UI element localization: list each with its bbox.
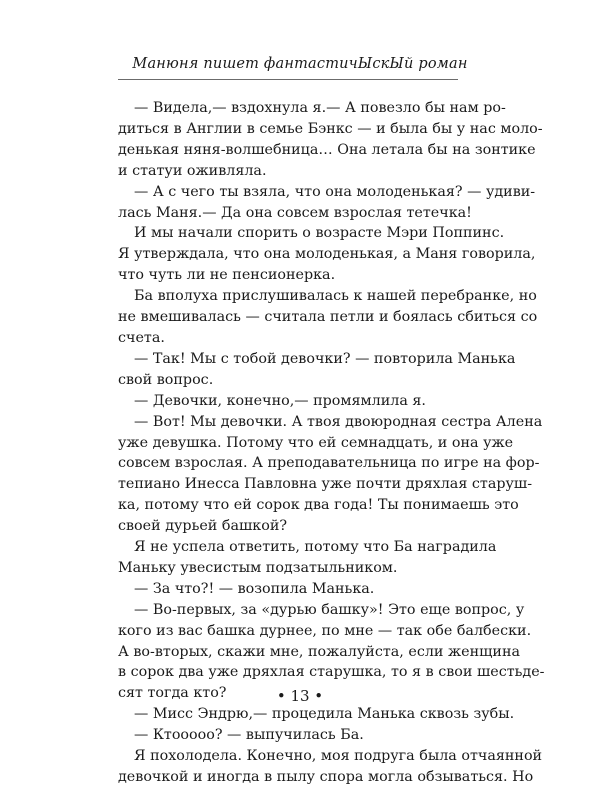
text-line: диться в Англии в семье Бэнкс — и была бы у нас моло- xyxy=(118,120,543,137)
text-line: Я похолодела. Конечно, моя подруга была отчаянной xyxy=(134,748,543,765)
paragraph xyxy=(118,725,458,746)
text-line: — Девочки, конечно,— промямлила я. xyxy=(134,392,426,409)
text-line: — Так! Мы с тобой девочки? — повторила Манька xyxy=(134,350,516,367)
text-line: — Мисс Эндрю,— процедила Манька сквозь зубы. xyxy=(134,706,515,723)
text-line: — Ктооооо? — выпучилась Ба. xyxy=(134,727,364,744)
text-line: не вмешивалась — считала петли и боялась сбиться со xyxy=(118,309,538,326)
text-line: И мы начали спорить о возрасте Мэри Поппинс. xyxy=(134,225,505,242)
text-line: лась Маня.— Да она совсем взрослая тетечка! xyxy=(118,204,472,221)
text-line: — За что?! — возопила Манька. xyxy=(134,580,375,597)
paragraph xyxy=(118,182,536,224)
paragraph xyxy=(118,286,538,349)
text-line: Ба вполуха прислушивалась к нашей перебранке, но xyxy=(134,288,537,305)
text-line: сят тогда кто? xyxy=(118,685,227,702)
text-line: Я утверждала, что она молоденькая, а Маня говорила, xyxy=(118,246,536,263)
text-line: кого из вас башка дурнее, по мне — так обе балбески. xyxy=(118,622,532,639)
text-line: свой вопрос. xyxy=(118,371,214,388)
paragraph xyxy=(118,746,543,788)
text-line: Я не успела ответить, потому что Ба наградила xyxy=(134,539,497,556)
text-line: — Вот! Мы девочки. А твоя двоюродная сестра Алена xyxy=(134,413,543,430)
paragraph xyxy=(118,98,543,182)
paragraph xyxy=(118,579,458,600)
text-line: совсем взрослая. А преподавательница по игре на фор- xyxy=(118,455,540,472)
running-title: Манюня пишет фантастичЫскЫй роман xyxy=(132,56,468,72)
text-line: тепиано Инесса Павловна уже почти дряхлая старуш- xyxy=(118,476,533,493)
paragraph xyxy=(118,223,536,286)
text-line: и статуи оживляла. xyxy=(118,162,267,179)
text-line: своей дурьей башкой? xyxy=(118,518,288,535)
paragraph xyxy=(118,412,543,537)
text-line: девочкой и иногда в пылу спора могла обзываться. Но xyxy=(118,769,534,785)
page-number: • 13 • xyxy=(276,687,324,705)
paragraph xyxy=(118,537,497,579)
text-line: счета. xyxy=(118,329,165,346)
text-line: — А с чего ты взяла, что она молоденькая? — удиви- xyxy=(134,183,536,200)
text-line: — Во-первых, за «дурью башку»! Это еще вопрос, у xyxy=(134,601,525,618)
text-line: ка, потому что ей сорок два года! Ты понимаешь это xyxy=(118,497,519,514)
text-line: — Видела,— вздохнула я.— А повезло бы нам ро- xyxy=(134,100,506,116)
paragraph xyxy=(118,704,515,725)
text-line: уже девушка. Потому что ей семнадцать, и она уже xyxy=(118,434,514,451)
text-line: Маньку увесистым подзатыльником. xyxy=(118,559,398,576)
paragraph xyxy=(118,349,516,391)
header-rule xyxy=(118,79,458,80)
text-line: денькая няня-волшебница… Она летала бы на зонтике xyxy=(118,141,536,158)
text-line: А во-вторых, скажи мне, пожалуйста, если женщина xyxy=(118,643,521,660)
body-text xyxy=(118,98,545,788)
paragraph xyxy=(118,391,458,412)
text-line: что чуть ли не пенсионерка. xyxy=(118,267,336,284)
text-line: в сорок два уже дряхлая старушка, то я в свои шестьде- xyxy=(118,664,545,681)
